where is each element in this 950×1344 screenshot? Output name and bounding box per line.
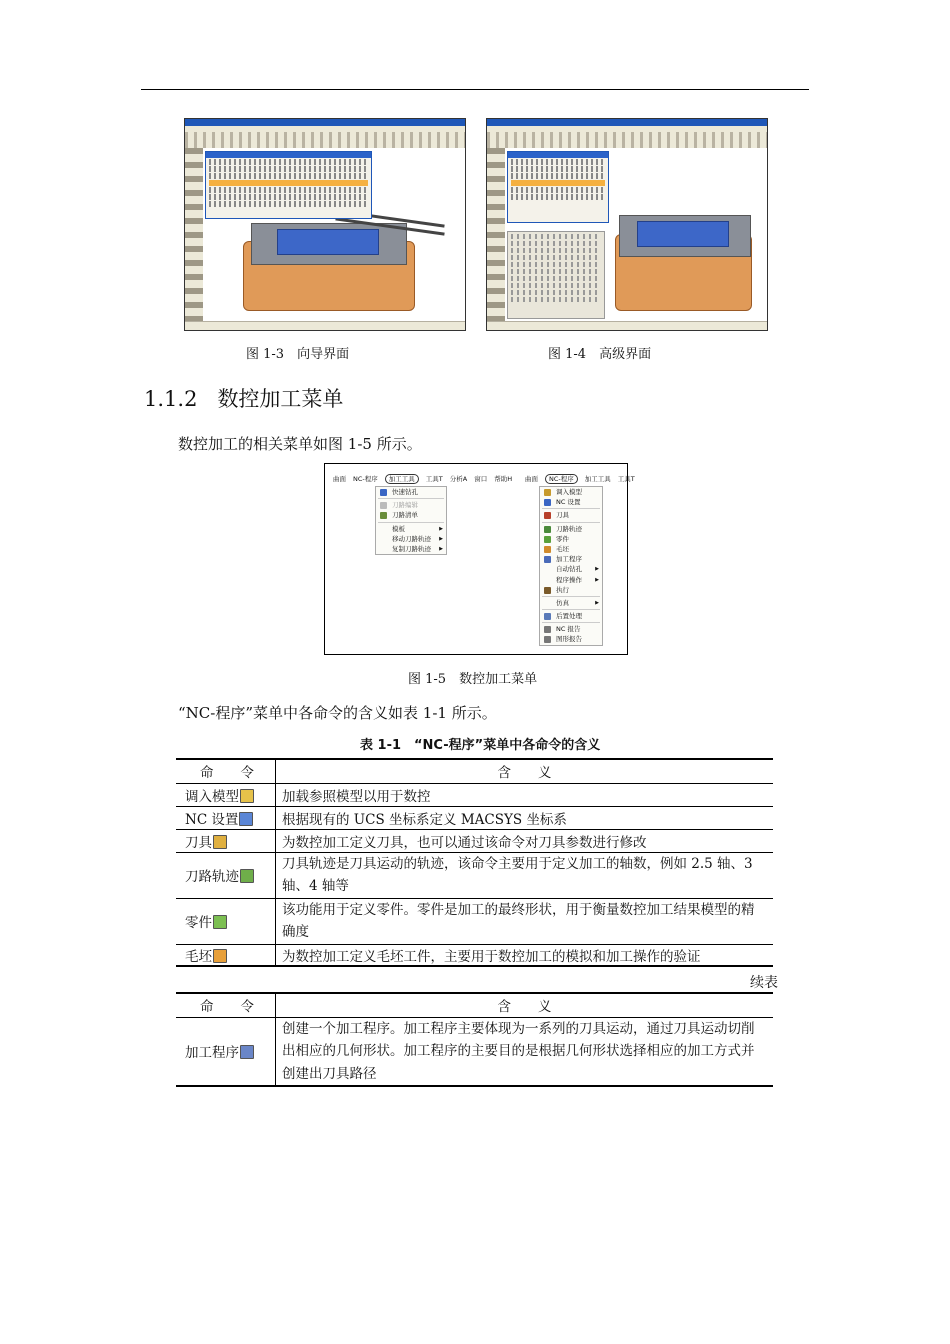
menu-item-icon	[544, 526, 551, 533]
menu-item[interactable]	[540, 598, 602, 608]
figure-nc-menus	[324, 463, 635, 655]
menu-item[interactable]	[540, 575, 602, 585]
menu-item-label: NC 设置	[556, 498, 581, 507]
menu-item[interactable]	[376, 544, 446, 554]
menu-item-icon	[544, 489, 551, 496]
machining-program-icon	[240, 1045, 254, 1059]
menu-item-icon	[544, 613, 551, 620]
command-name: NC 设置	[185, 811, 239, 828]
header-command: 命 令	[176, 993, 276, 1017]
menu-item-label: 执行	[556, 585, 569, 594]
table-row	[176, 783, 773, 806]
command-name: 加工程序	[185, 1045, 239, 1062]
menubar-item[interactable]: 曲面	[333, 475, 346, 483]
menu-item[interactable]	[540, 624, 602, 634]
figure-1-4-caption: 图 1-4 高级界面	[548, 347, 652, 362]
menu-item[interactable]	[376, 487, 446, 497]
menu-separator	[378, 498, 444, 499]
submenu-arrow-icon: ▶	[439, 535, 443, 542]
window-side-toolbar	[185, 148, 203, 322]
window-status-bar	[487, 321, 767, 330]
menu-item-label: 移动刀路轨迹	[392, 534, 431, 543]
window-toolbar	[487, 132, 767, 148]
menu-item[interactable]	[376, 500, 446, 510]
table-row	[176, 852, 773, 898]
menu-item[interactable]	[376, 534, 446, 544]
section-number: 1.1.2	[144, 387, 198, 411]
menu-separator	[542, 609, 600, 610]
header-rule	[141, 89, 809, 90]
menubar-item[interactable]: 窗口	[474, 475, 488, 483]
menu-item[interactable]	[540, 487, 602, 497]
menubar-item[interactable]: 工具T	[617, 475, 635, 483]
menu-item-icon	[544, 556, 551, 563]
menu-item-label: 刀路编辑	[392, 501, 418, 510]
command-name: 刀路轨迹	[185, 869, 239, 885]
menu-separator	[542, 596, 600, 597]
nc-program-dropdown	[539, 486, 603, 646]
menu-item[interactable]	[376, 510, 446, 520]
menu-item[interactable]	[540, 554, 602, 564]
menu-item-label: NC 报告	[556, 625, 581, 634]
menu-item-icon	[544, 499, 551, 506]
menu-item-label: 仿真	[556, 598, 569, 607]
command-meaning: 创建一个加工程序。加工程序主要体现为一系列的刀具运动，通过刀具运动切削出相应的几何形状。加工程序的主要目的是根据几何形状选择相应的加工方式并创建出刀具路径	[276, 1017, 774, 1086]
submenu-arrow-icon: ▶	[595, 599, 599, 606]
header-command: 命 令	[176, 759, 276, 783]
table-row	[176, 898, 773, 944]
window-side-toolbar	[487, 148, 505, 322]
menu-item-icon	[544, 636, 551, 643]
menubar-item[interactable]: 帮助H	[494, 475, 513, 483]
menu-item[interactable]	[540, 524, 602, 534]
table-title: 表 1-1 “NC-程序”菜单中各命令的含义	[360, 738, 601, 753]
command-meaning: 为数控加工定义刀具，也可以通过该命令对刀具参数进行修改	[276, 829, 774, 852]
menu-item-label: 复制刀路轨迹	[392, 544, 431, 553]
table-row	[176, 944, 773, 966]
menu-item[interactable]	[540, 544, 602, 554]
menu-item[interactable]	[540, 564, 602, 574]
menu-item-label: 零件	[556, 534, 569, 543]
menu-item[interactable]	[540, 510, 602, 520]
menubar-item[interactable]: 工具T	[425, 475, 443, 483]
intro-paragraph: 数控加工的相关菜单如图 1-5 所示。	[178, 435, 422, 453]
menu-item-label: 后置处理	[556, 612, 582, 621]
menu-item-label: 毛坯	[556, 544, 569, 553]
table-intro-paragraph: “NC-程序”菜单中各命令的含义如表 1-1 所示。	[178, 704, 497, 722]
menubar-item[interactable]: 加工工具	[385, 474, 419, 484]
command-meaning: 加载参照模型以用于数控	[276, 783, 774, 806]
menu-item-icon	[380, 512, 387, 519]
window-title-bar	[185, 119, 465, 126]
figure-1-3-caption: 图 1-3 向导界面	[246, 347, 350, 362]
process-manager-panel	[507, 151, 609, 223]
menu-separator	[378, 522, 444, 523]
command-meaning: 刀具轨迹是刀具运动的轨迹，该命令主要用于定义加工的轴数，例如 2.5 轴、3 轴、4 轴等	[276, 852, 774, 898]
command-meaning: 根据现有的 UCS 坐标系定义 MACSYS 坐标系	[276, 806, 774, 829]
nc-setup-icon	[239, 812, 253, 826]
table-row	[176, 1017, 773, 1086]
menu-item[interactable]	[540, 534, 602, 544]
menubar-item[interactable]: 加工工具	[584, 475, 611, 483]
menu-item-label: 刀路轨迹	[556, 524, 582, 533]
menu-item-label: 图形报告	[556, 635, 582, 644]
table-row	[176, 806, 773, 829]
mold-core-image	[277, 229, 379, 255]
table-continued-label: 续表	[750, 975, 778, 991]
menu-item-icon	[380, 489, 387, 496]
load-model-icon	[240, 789, 254, 803]
menu-item[interactable]	[540, 585, 602, 595]
command-meaning: 该功能用于定义零件。零件是加工的最终形状，用于衡量数控加工结果模型的精确度	[276, 898, 774, 944]
command-meaning: 为数控加工定义毛坯工件，主要用于数控加工的模拟和加工操作的验证	[276, 944, 774, 966]
menu-item[interactable]	[540, 497, 602, 507]
header-meaning: 含 义	[276, 759, 774, 783]
menu-separator	[542, 508, 600, 509]
menu-item-icon	[380, 502, 387, 509]
submenu-arrow-icon: ▶	[595, 566, 599, 573]
stock-icon	[213, 949, 227, 963]
menubar-item[interactable]: NC-程序	[545, 474, 578, 484]
menu-item-icon	[544, 512, 551, 519]
machining-tools-dropdown	[375, 486, 447, 555]
submenu-arrow-icon: ▶	[595, 576, 599, 583]
menu-item-icon	[544, 626, 551, 633]
window-status-bar	[185, 321, 465, 330]
menu-item-label: 模板	[392, 524, 405, 533]
mold-core-image	[637, 221, 729, 247]
toolpath-icon	[240, 869, 254, 883]
menu-item-label: 快速钻孔	[392, 488, 418, 496]
right-menubar	[525, 474, 642, 486]
menu-item-icon	[544, 536, 551, 543]
menu-item-label: 刀具	[556, 511, 569, 520]
menu-item-label: 自动钻孔	[556, 565, 582, 574]
parameter-panel	[507, 231, 605, 319]
window-title-bar	[487, 119, 767, 126]
menu-item-icon	[544, 546, 551, 553]
command-name: 刀具	[185, 834, 212, 851]
menu-item[interactable]	[376, 524, 446, 534]
tool-icon	[213, 835, 227, 849]
part-icon	[213, 915, 227, 929]
command-name: 调入模型	[185, 788, 239, 805]
menu-item[interactable]	[540, 634, 602, 644]
command-name: 毛坯	[185, 948, 212, 965]
menubar-item[interactable]: NC-程序	[353, 475, 378, 483]
menubar-item[interactable]: 曲面	[525, 475, 538, 483]
header-meaning: 含 义	[276, 993, 774, 1017]
figure-wizard-screenshot	[184, 118, 466, 331]
wizard-dialog	[205, 151, 372, 219]
left-menubar	[333, 474, 519, 486]
command-name: 零件	[185, 915, 212, 931]
figure-1-5-caption: 图 1-5 数控加工菜单	[408, 672, 538, 687]
menu-item-label: 加工程序	[556, 555, 582, 564]
menu-item[interactable]	[540, 611, 602, 621]
section-title: 数控加工菜单	[217, 387, 344, 411]
figure-advanced-screenshot	[486, 118, 768, 331]
commands-table	[176, 758, 773, 967]
menu-item-label: 调入模型	[556, 488, 582, 496]
menu-item-label: 刀路清单	[392, 511, 418, 520]
menu-separator	[542, 622, 600, 623]
menu-separator	[542, 522, 600, 523]
menubar-item[interactable]: 分析A	[449, 475, 468, 483]
menu-item-icon	[544, 587, 551, 594]
window-toolbar	[185, 132, 465, 148]
commands-table-continued	[176, 992, 773, 1087]
section-heading	[144, 383, 343, 413]
submenu-arrow-icon: ▶	[439, 545, 443, 552]
menu-item-label: 程序操作	[556, 575, 582, 584]
table-row	[176, 829, 773, 852]
submenu-arrow-icon: ▶	[439, 525, 443, 532]
